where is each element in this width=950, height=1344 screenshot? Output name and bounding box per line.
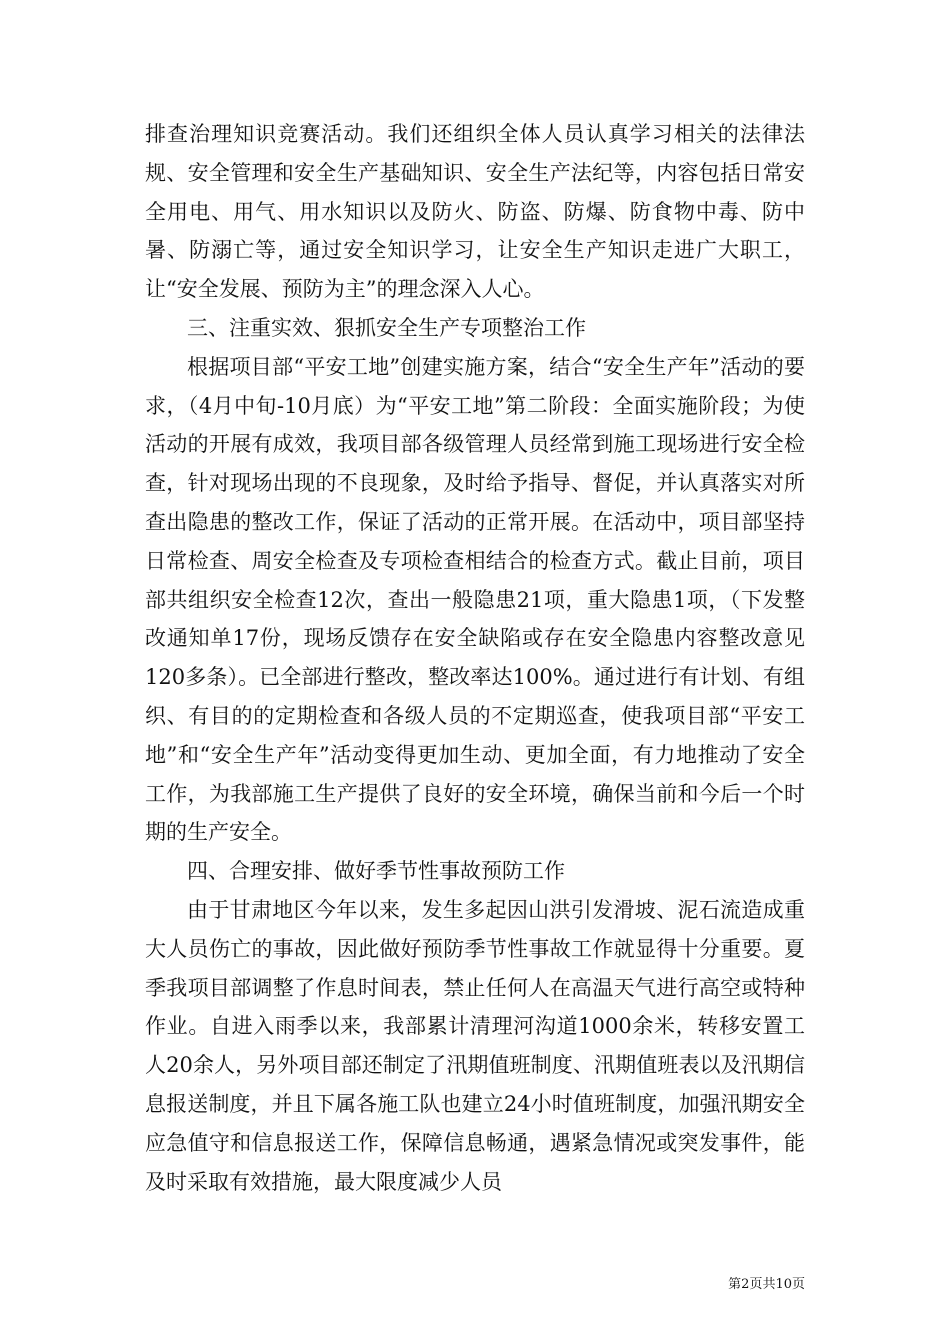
page-number-footer: 第2页共10页	[728, 1277, 805, 1292]
paragraph-section-4-body: 由于甘肃地区今年以来，发生多起因山洪引发滑坡、泥石流造成重大人员伤亡的事故，因此做好预防季节性事故工作就显得十分重要。夏季我项目部调整了作息时间表，禁止任何人在高温天气进行高空或特种作业。自进入雨季以来，我部累计清理河沟道1000余米，转移安置工人20余人，另外项目部还制定了汛期值班制度、汛期值班表以及汛期信息报送制度，并且下属各施工队也建立24小时值班制度，加强汛期安全应急值守和信息报送工作，保障信息畅通，遇紧急情况或突发事件，能及时采取有效措施，最大限度减少人员	[145, 897, 805, 1194]
document-body	[145, 115, 805, 1201]
paragraph-section-3-body: 根据项目部“平安工地”创建实施方案，结合“安全生产年”活动的要求，（4月中旬-10月底）为“平安工地”第二阶段：全面实施阶段；为使活动的开展有成效，我项目部各级管理人员经常到施工现场进行安全检查，针对现场出现的不良现象，及时给予指导、督促，并认真落实对所查出隐患的整改工作，保证了活动的正常开展。在活动中，项目部坚持日常检查、周安全检查及专项检查相结合的检查方式。截止目前，项目部共组织安全检查12次，查出一般隐患21项，重大隐患1项，（下发整改通知单17份，现场反馈存在安全缺陷或存在安全隐患内容整改意见120多条）。已全部进行整改，整改率达100%。通过进行有计划、有组织、有目的的定期检查和各级人员的不定期巡查，使我项目部“平安工地”和“安全生产年”活动变得更加生动、更加全面，有力地推动了安全工作，为我部施工生产提供了良好的安全环境，确保当前和今后一个时期的生产安全。	[145, 354, 805, 845]
paragraph-continuation: 排查治理知识竞赛活动。我们还组织全体人员认真学习相关的法律法规、安全管理和安全生产基础知识、安全生产法纪等，内容包括日常安全用电、用气、用水知识以及防火、防盗、防爆、防食物中毒、防中暑、防溺亡等，通过安全知识学习，让安全生产知识走进广大职工，让“安全发展、预防为主”的理念深入人心。	[145, 122, 805, 302]
section-heading-3: 三、注重实效、狠抓安全生产专项整治工作	[187, 315, 586, 340]
section-heading-4: 四、合理安排、做好季节性事故预防工作	[187, 859, 565, 884]
